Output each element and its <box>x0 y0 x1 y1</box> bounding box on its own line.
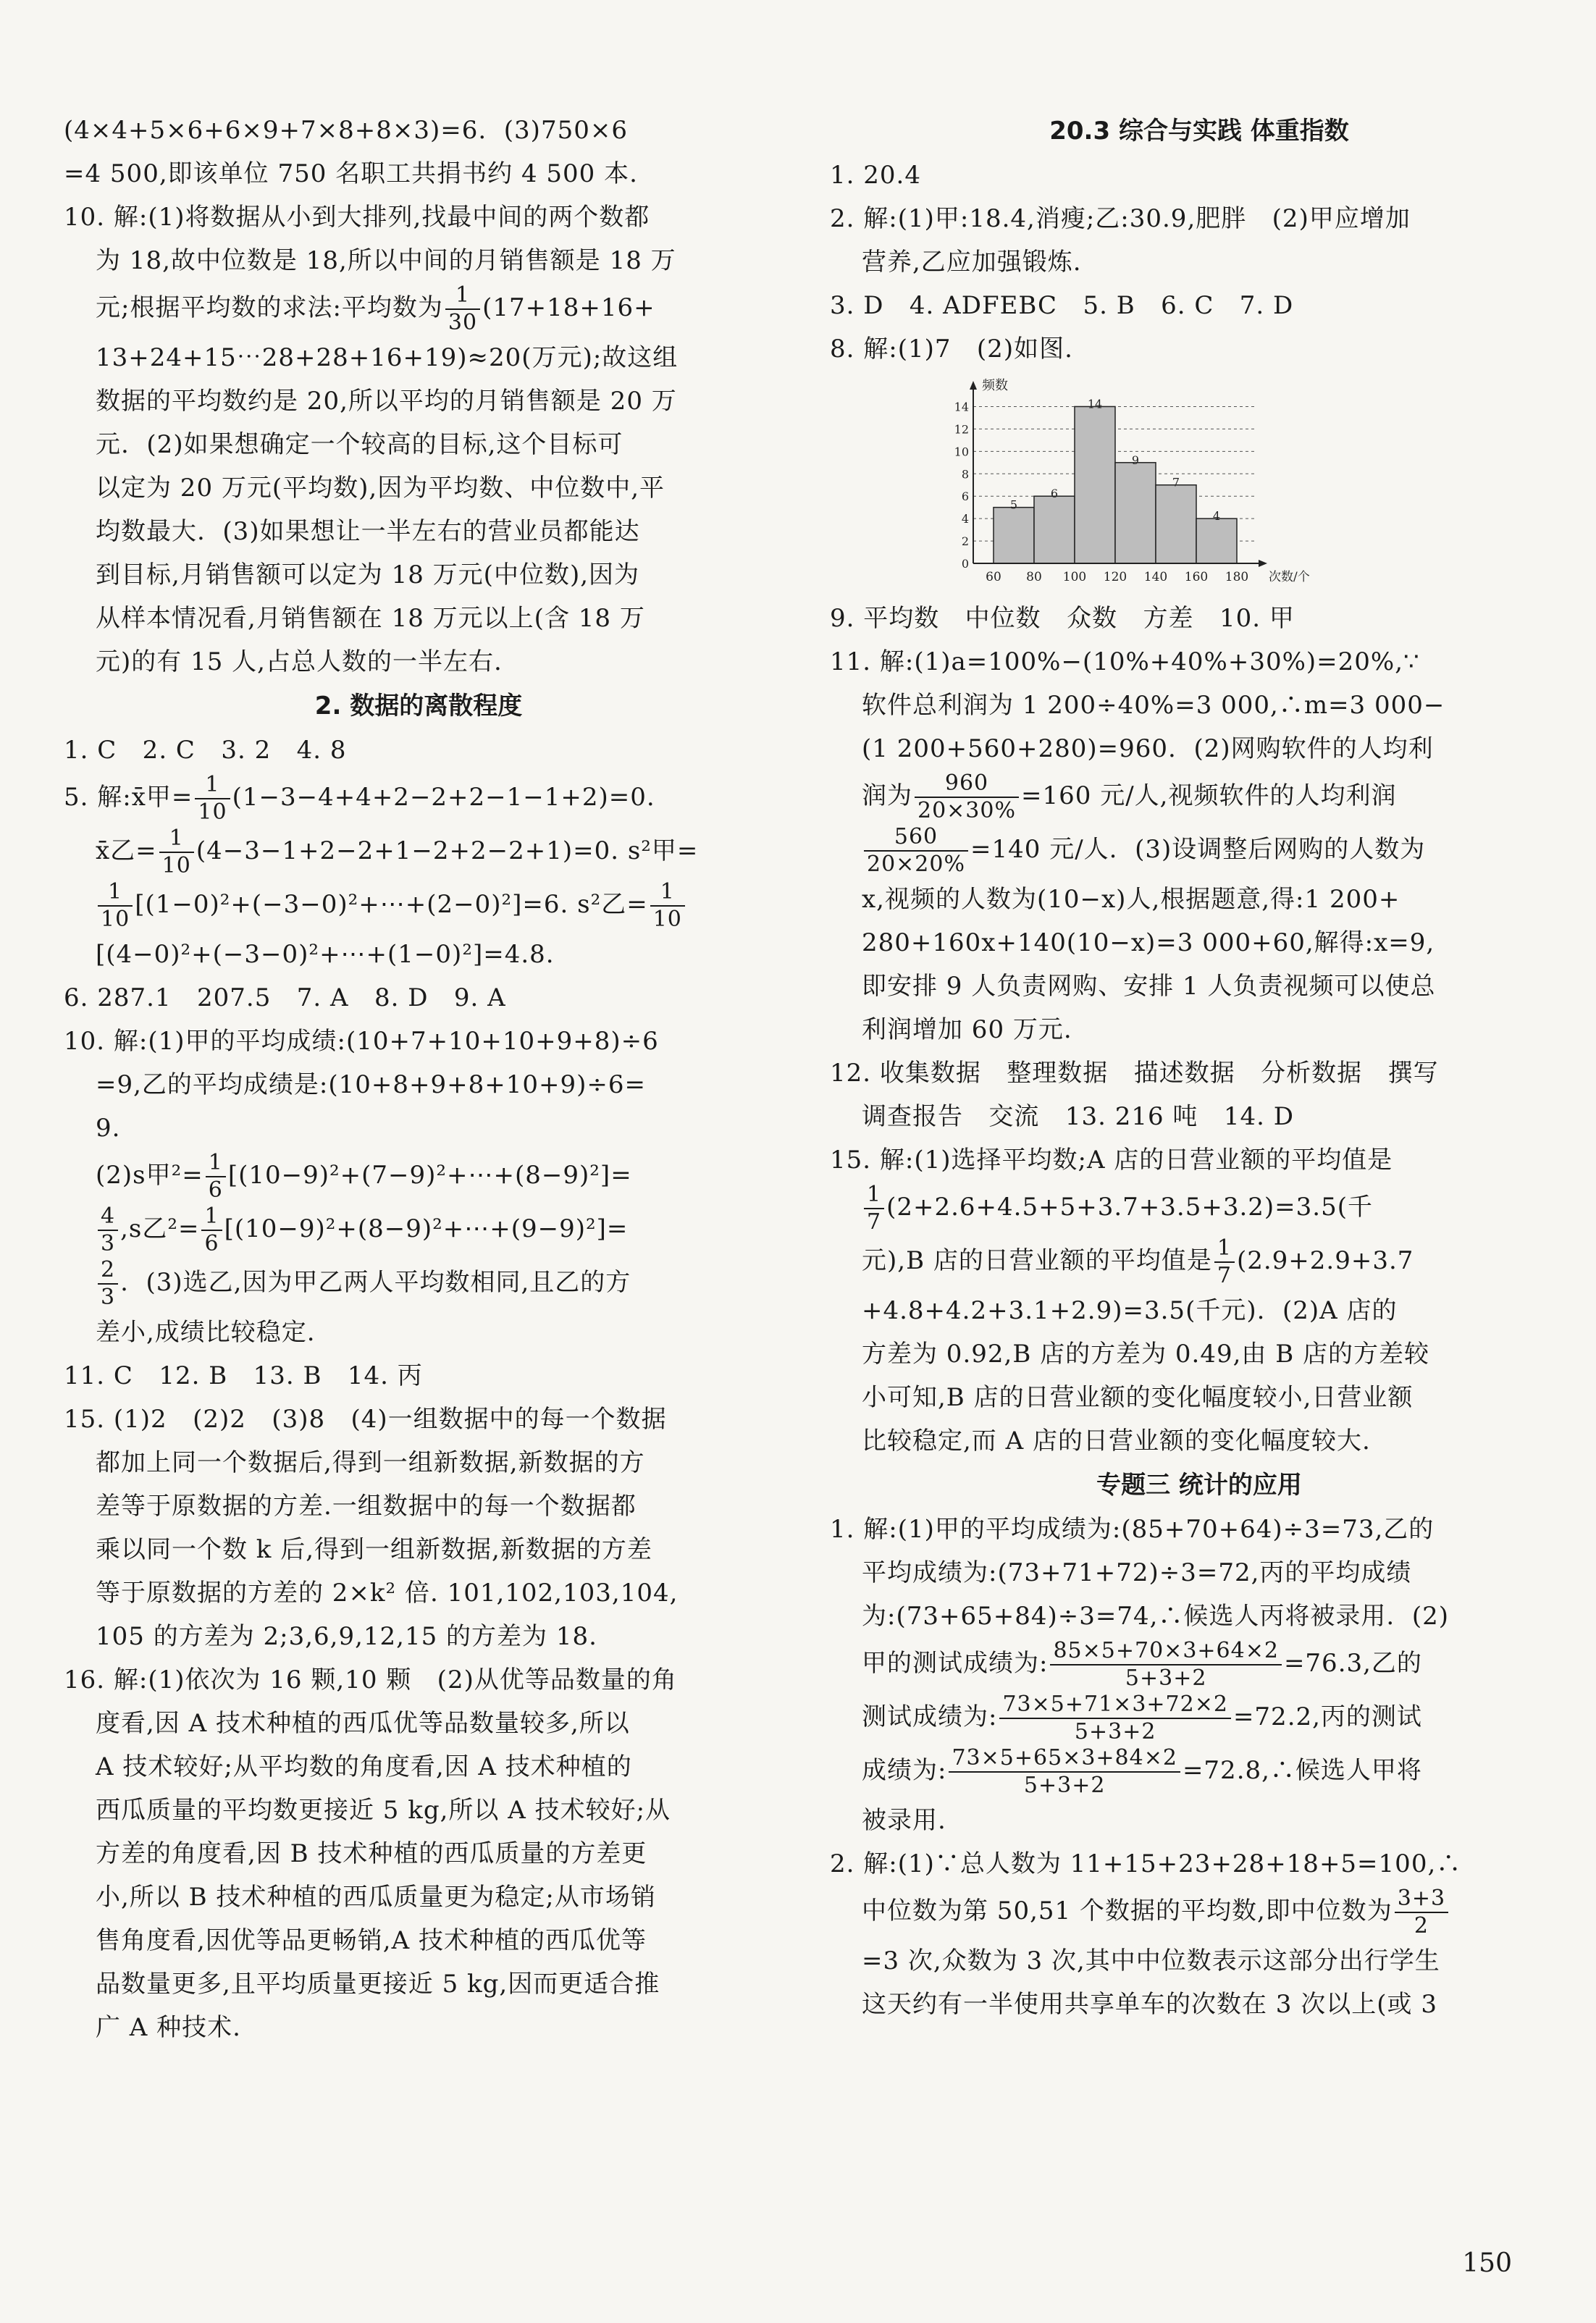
text-line: 都加上同一个数据后,得到一组新数据,新数据的方 <box>96 1448 645 1477</box>
text-line: x,视频的人数为(10−x)人,根据题意,得:1 200+ <box>862 885 1400 914</box>
fraction: $\frac{73\times 5+71\times 3+72\times 2}{5+3+2}$ <box>999 1692 1230 1745</box>
answers-11-14: 11. C 12. B 13. B 14. 丙 <box>64 1361 423 1390</box>
text-line: 元)的有 15 人,占总人数的一半左右. <box>96 647 503 676</box>
text-line: (4×4+5×6+6×9+7×8+8×3)=6. (3)750×6 <box>64 116 628 145</box>
text-line: =9,乙的平均成绩是:(10+8+9+8+10+9)÷6= <box>96 1070 647 1099</box>
right-column <box>830 109 1568 2026</box>
bar-value-label: 6 <box>1050 487 1059 501</box>
text-line: 广 A 种技术. <box>96 2013 241 2042</box>
text-line: 软件总利润为 1 200÷40%=3 000,∴m=3 000− <box>862 691 1445 720</box>
bar-value-label: 5 <box>1009 497 1018 512</box>
x-tick-label: 160 <box>1184 570 1209 584</box>
fraction: $\frac{3+3}{2}$ <box>1395 1886 1448 1939</box>
text-line: 成绩为: $\frac{73\times 5+65\times 3+84\times 2}{5+3+2}$ =72.8,∴候选人甲将 <box>862 1745 1422 1798</box>
section-title: 2. 数据的离散程度 <box>314 692 523 721</box>
answers-3-7: 3. D 4. ADFEBC 5. B 6. C 7. D <box>830 291 1294 320</box>
text-line: 280+160x+140(10−x)=3 000+60,解得:x=9, <box>862 928 1435 957</box>
text-line: 差小,成绩比较稳定. <box>96 1318 316 1347</box>
question-15: 15. (1)2 (2)2 (3)8 (4)一组数据中的每一个数据 <box>64 1405 667 1434</box>
text-line: +4.8+4.2+3.1+2.9)=3.5(千元). (2)A 店的 <box>862 1296 1398 1325</box>
bar-value-label: 14 <box>1087 397 1103 411</box>
y-tick-label: 10 <box>954 445 969 459</box>
bar-value-label: 9 <box>1131 453 1140 467</box>
text-line: $\frac{4}{3}$ ,s乙²= $\frac{1}{6}$ [(10−9)²+(8−9)²+⋯+(9−9)²]= <box>64 1203 773 1257</box>
text-line: 元. (2)如果想确定一个较高的目标,这个目标可 <box>96 430 623 459</box>
text-line: 元;根据平均数的求法:平均数为 $\frac{1}{30}$ (17+18+16+ <box>96 282 655 335</box>
text-line: 西瓜质量的平均数更接近 5 kg,所以 A 技术较好;从 <box>96 1796 671 1825</box>
x-axis-title: 次数/个 <box>1269 570 1310 584</box>
bar <box>1034 496 1075 563</box>
question-8: 8. 解:(1)7 (2)如图. <box>830 335 1073 364</box>
y-tick-label: 4 <box>961 512 969 526</box>
text-line: 为 18,故中位数是 18,所以中间的月销售额是 18 万 <box>96 246 676 275</box>
y-tick-label: 14 <box>954 400 969 414</box>
question-12: 12. 收集数据 整理数据 描述数据 分析数据 撰写 <box>830 1059 1439 1088</box>
text-line: x̄乙= $\frac{1}{10}$ (4−3−1+2−2+1−2+2−2+1)=0. s²甲= <box>96 826 699 878</box>
x-tick-label: 80 <box>1026 570 1042 584</box>
text-line: 营养,乙应加强锻炼. <box>862 248 1082 277</box>
text-line: 到目标,月销售额可以定为 18 万元(中位数),因为 <box>96 560 640 589</box>
section-title: 20.3 综合与实践 体重指数 <box>1049 117 1349 146</box>
text-line: 被录用. <box>862 1806 946 1835</box>
text-line: 9. <box>96 1114 121 1143</box>
y-tick-label: 0 <box>961 557 969 571</box>
text-line: 差等于原数据的方差.一组数据中的每一个数据都 <box>96 1492 637 1521</box>
text-line: 乘以同一个数 k 后,得到一组新数据,新数据的方差 <box>96 1535 652 1564</box>
text-line: $\frac{1}{10}$ [(1−0)²+(−3−0)²+⋯+(2−0)²]=6. s²乙= $\frac{1}{10}$ <box>64 879 773 933</box>
text-line: 中位数为第 50,51 个数据的平均数,即中位数为 $\frac{3+3}{2}$ <box>830 1886 1568 1939</box>
text-line: 即安排 9 人负责网购、安排 1 人负责视频可以使总 <box>862 972 1436 1001</box>
text-line: $\frac{1}{7}$ (2+2.6+4.5+5+3.7+3.5+3.2)=3.5(千 <box>830 1182 1568 1235</box>
bar <box>1075 406 1115 563</box>
bar <box>1156 485 1196 563</box>
question-15: 15. 解:(1)选择平均数;A 店的日营业额的平均值是 <box>830 1146 1393 1175</box>
x-tick-label: 120 <box>1103 570 1127 584</box>
text-line: 13+24+15⋯28+28+16+19)≈20(万元);故这组 <box>96 343 679 372</box>
bar <box>1115 463 1156 563</box>
x-axis-arrow <box>1259 560 1267 567</box>
fraction: $\frac{1}{30}$ <box>445 282 480 336</box>
text-line: (2)s甲²= $\frac{1}{6}$ [(10−9)²+(7−9)²+⋯+(8−9)²]= <box>96 1150 632 1203</box>
text-line: =3 次,众数为 3 次,其中中位数表示这部分出行学生 <box>862 1946 1440 1975</box>
bar <box>994 508 1034 563</box>
fraction: $\frac{1}{7}$ <box>1214 1235 1235 1289</box>
question-10b: 10. 解:(1)甲的平均成绩:(10+7+10+10+9+8)÷6 <box>64 1027 659 1056</box>
text-line: 这天约有一半使用共享单车的次数在 3 次以上(或 3 <box>862 1990 1437 2019</box>
question-5: 5. 解:x̄甲= $\frac{1}{10}$ (1−3−4+4+2−2+2−1−1+2)=0. <box>64 772 655 825</box>
fraction: $\frac{2}{3}$ <box>98 1257 118 1311</box>
fraction: $\frac{4}{3}$ <box>98 1203 118 1257</box>
text-line: 等于原数据的方差的 2×k² 倍. 101,102,103,104, <box>96 1579 679 1608</box>
left-column <box>64 109 773 2049</box>
fraction: $\frac{73\times 5+65\times 3+84\times 2}{5+3+2}$ <box>949 1745 1180 1799</box>
answers-1-4: 1. C 2. C 3. 2 4. 8 <box>64 736 347 765</box>
text-line: 105 的方差为 2;3,6,9,12,15 的方差为 18. <box>96 1622 597 1651</box>
x-tick-label: 60 <box>986 570 1001 584</box>
text-line: 元),B 店的日营业额的平均值是 $\frac{1}{7}$ (2.9+2.9+3.7 <box>862 1235 1414 1288</box>
fraction: $\frac{960}{20\times 30\%}$ <box>915 770 1019 824</box>
text-line: 小可知,B 店的日营业额的变化幅度较小,日营业额 <box>862 1383 1414 1412</box>
y-axis-title: 频数 <box>982 378 1008 393</box>
text-line: [(4−0)²+(−3−0)²+⋯+(1−0)²]=4.8. <box>96 940 555 969</box>
fraction: $\frac{1}{10}$ <box>159 826 194 879</box>
text-line: 售角度看,因优等品更畅销,A 技术种植的西瓜优等 <box>96 1926 647 1955</box>
answers-9-10: 9. 平均数 中位数 众数 方差 10. 甲 <box>830 604 1295 633</box>
text-line: 平均成绩为:(73+71+72)÷3=72,丙的平均成绩 <box>862 1558 1412 1587</box>
text-line: 品数量更多,且平均质量更接近 5 kg,因而更适合推 <box>96 1970 660 1999</box>
x-tick-label: 180 <box>1225 570 1249 584</box>
text-line: (1 200+560+280)=960. (2)网购软件的人均利 <box>862 734 1434 763</box>
text-line: 从样本情况看,月销售额在 18 万元以上(含 18 万 <box>96 604 645 633</box>
x-tick-label: 100 <box>1062 570 1087 584</box>
y-tick-label: 6 <box>961 490 969 504</box>
fraction: $\frac{1}{10}$ <box>650 879 685 933</box>
answers-6-9: 6. 287.1 207.5 7. A 8. D 9. A <box>64 983 506 1012</box>
text-line: 均数最大. (3)如果想让一半左右的营业员都能达 <box>96 517 640 546</box>
y-tick-label: 2 <box>961 534 969 549</box>
fraction: $\frac{1}{7}$ <box>864 1182 884 1235</box>
y-tick-label: 8 <box>961 467 969 482</box>
text-line: 方差的角度看,因 B 技术种植的西瓜质量的方差更 <box>96 1839 647 1868</box>
text-line: 数据的平均数约是 20,所以平均的月销售额是 20 万 <box>96 387 677 416</box>
text-line: =4 500,即该单位 750 名职工共捐书约 4 500 本. <box>64 159 638 188</box>
bar-value-label: 4 <box>1212 509 1221 524</box>
fraction: $\frac{1}{10}$ <box>195 772 230 826</box>
question-2: 2. 解:(1)甲:18.4,消瘦;乙:30.9,肥胖 (2)甲应增加 <box>830 204 1411 233</box>
text-line: 小,所以 B 技术种植的西瓜质量更为稳定;从市场销 <box>96 1883 656 1912</box>
text-line: 方差为 0.92,B 店的方差为 0.49,由 B 店的方差较 <box>862 1340 1430 1369</box>
text-line: $\frac{2}{3}$ . (3)选乙,因为甲乙两人平均数相同,且乙的方 <box>64 1257 773 1311</box>
bar <box>1196 518 1237 563</box>
question-16: 16. 解:(1)依次为 16 颗,10 颗 (2)从优等品数量的角 <box>64 1665 677 1694</box>
fraction: $\frac{560}{20\times 20\%}$ <box>864 824 968 878</box>
text-line: 度看,因 A 技术种植的西瓜优等品数量较多,所以 <box>96 1709 630 1738</box>
fraction: $\frac{85\times 5+70\times 3+64\times 2}{5+3+2}$ <box>1050 1638 1281 1692</box>
fraction: $\frac{1}{6}$ <box>201 1203 222 1257</box>
question-10: 10. 解:(1)将数据从小到大排列,找最中间的两个数都 <box>64 203 650 232</box>
fraction: $\frac{1}{6}$ <box>206 1150 226 1203</box>
answer-1: 1. 20.4 <box>830 161 921 190</box>
text-line: A 技术较好;从平均数的角度看,因 A 技术种植的 <box>96 1752 632 1781</box>
text-line: 调查报告 交流 13. 216 吨 14. D <box>862 1102 1294 1131</box>
x-tick-label: 140 <box>1143 570 1168 584</box>
text-line: 甲的测试成绩为: $\frac{85\times 5+70\times 3+64\times 2}{5+3+2}$ =76.3,乙的 <box>862 1638 1422 1691</box>
text-line: 利润增加 60 万元. <box>862 1015 1072 1044</box>
topic-question-2: 2. 解:(1)∵总人数为 11+15+23+28+18+5=100,∴ <box>830 1849 1462 1878</box>
page-number: 150 <box>1462 2248 1512 2278</box>
y-tick-label: 12 <box>954 422 969 437</box>
text-line: 润为 $\frac{960}{20\times 30\%}$ =160 元/人,视频软件的人均利润 <box>862 770 1397 823</box>
text-line: 为:(73+65+84)÷3=74,∴候选人丙将被录用. (2) <box>862 1602 1450 1631</box>
histogram-chart <box>938 374 1315 591</box>
bar-value-label: 7 <box>1172 475 1180 490</box>
text-line: $\frac{560}{20\times 20\%}$ =140 元/人. (3)设调整后网购的人数为 <box>830 824 1568 878</box>
text-line: 比较稳定,而 A 店的日营业额的变化幅度较大. <box>862 1427 1371 1455</box>
topic-question-1: 1. 解:(1)甲的平均成绩为:(85+70+64)÷3=73,乙的 <box>830 1515 1435 1544</box>
text-line: 测试成绩为: $\frac{73\times 5+71\times 3+72\times 2}{5+3+2}$ =72.2,丙的测试 <box>862 1692 1422 1744</box>
fraction: $\frac{1}{10}$ <box>98 879 133 933</box>
text-line: 以定为 20 万元(平均数),因为平均数、中位数中,平 <box>96 474 665 503</box>
y-axis-arrow <box>970 381 977 390</box>
topic-title: 专题三 统计的应用 <box>1096 1471 1302 1500</box>
question-11: 11. 解:(1)a=100%−(10%+40%+30%)=20%,∵ <box>830 647 1420 676</box>
